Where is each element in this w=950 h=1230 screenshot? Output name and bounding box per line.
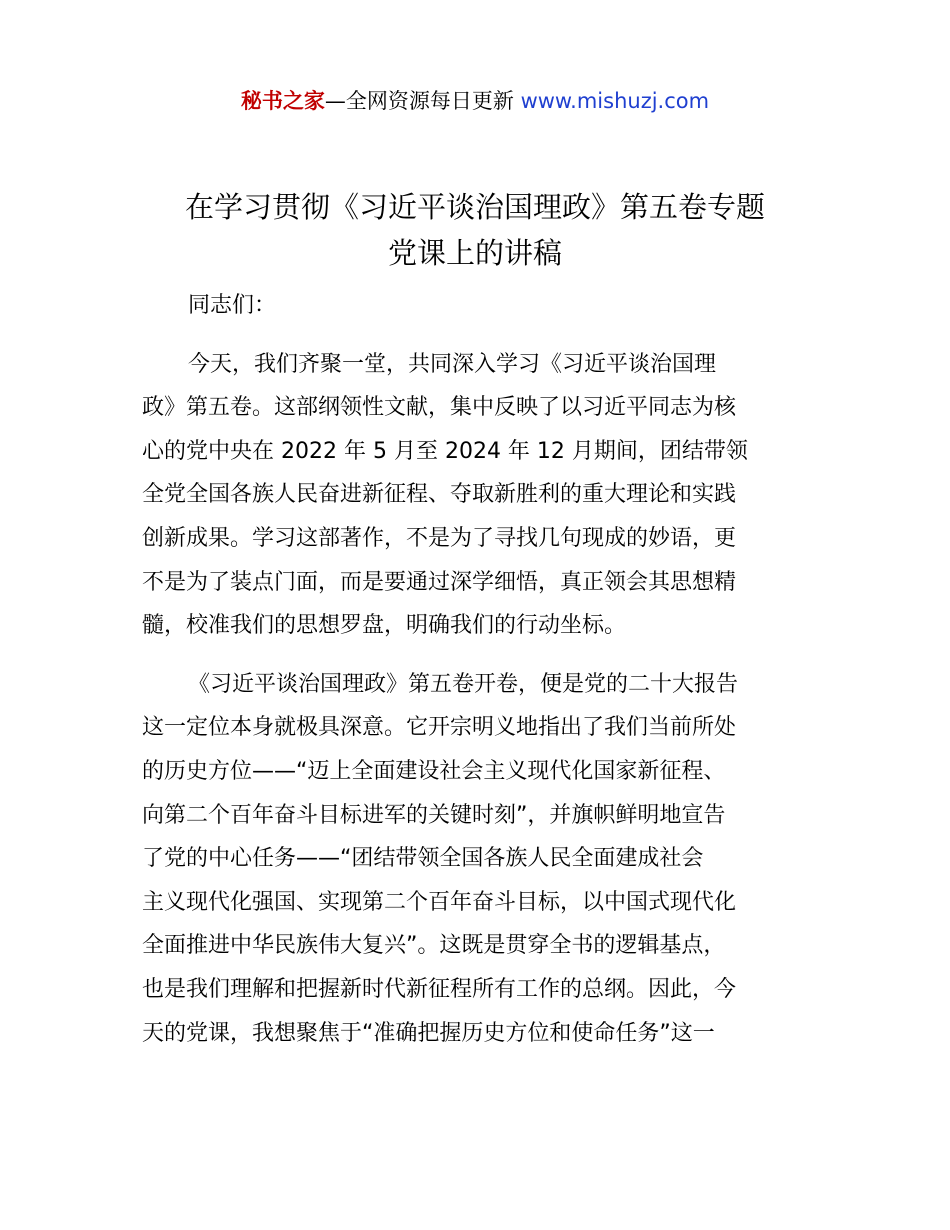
- paragraph-line: 心的党中央在 2022 年 5 月至 2024 年 12 月期间，团结带领: [142, 438, 748, 464]
- paragraph-line: 全面推进中华民族伟大复兴”。这既是贯穿全书的逻辑基点，: [142, 933, 726, 959]
- paragraph-line: 主义现代化强国、实现第二个百年奋斗目标，以中国式现代化: [142, 889, 737, 915]
- document-title: [100, 184, 850, 276]
- paragraph-line: 创新成果。学习这部著作，不是为了寻找几句现成的妙语，更: [142, 525, 737, 551]
- paragraph-line: 这一定位本身就极具深意。它开宗明义地指出了我们当前所处: [142, 715, 737, 741]
- document-body: [142, 284, 818, 1070]
- site-header: [0, 86, 950, 116]
- paragraph-line: 今天，我们齐聚一堂，共同深入学习《习近平谈治国理: [188, 351, 717, 377]
- paragraph-line: 全党全国各族人民奋进新征程、夺取新胜利的重大理论和实践: [142, 482, 737, 508]
- title-line: 党课上的讲稿: [387, 236, 562, 270]
- paragraph: [142, 663, 818, 1055]
- paragraph-line: 髓，校准我们的思想罗盘，明确我们的行动坐标。: [142, 613, 627, 639]
- paragraph-line: 不是为了装点门面，而是要通过深学细悟，真正领会其思想精: [142, 569, 737, 595]
- paragraph-line: 政》第五卷。这部纲领性文献，集中反映了以习近平同志为核: [142, 395, 737, 421]
- paragraph-line: 向第二个百年奋斗目标进军的关键时刻”，并旗帜鲜明地宣告: [142, 802, 726, 828]
- paragraph: [142, 343, 818, 648]
- paragraph-line: 《习近平谈治国理政》第五卷开卷，便是党的二十大报告: [188, 671, 739, 697]
- paragraph-line: 了党的中心任务——“团结带领全国各族人民全面建成社会: [142, 846, 704, 872]
- brand-name: 秘书之家: [240, 89, 325, 113]
- title-line: 在学习贯彻《习近平谈治国理政》第五卷专题: [184, 190, 765, 224]
- salutation: 同志们：: [188, 293, 277, 318]
- paragraph-line: 的历史方位——“迈上全面建设社会主义现代化国家新征程、: [142, 758, 726, 784]
- paragraph-line: 天的党课，我想聚焦于“准确把握历史方位和使命任务”这一: [142, 1020, 715, 1046]
- paragraph-line: 也是我们理解和把握新时代新征程所有工作的总纲。因此，今: [142, 976, 737, 1002]
- header-tagline: —全网资源每日更新: [324, 89, 521, 113]
- site-url: www.mishuzj.com: [520, 89, 710, 113]
